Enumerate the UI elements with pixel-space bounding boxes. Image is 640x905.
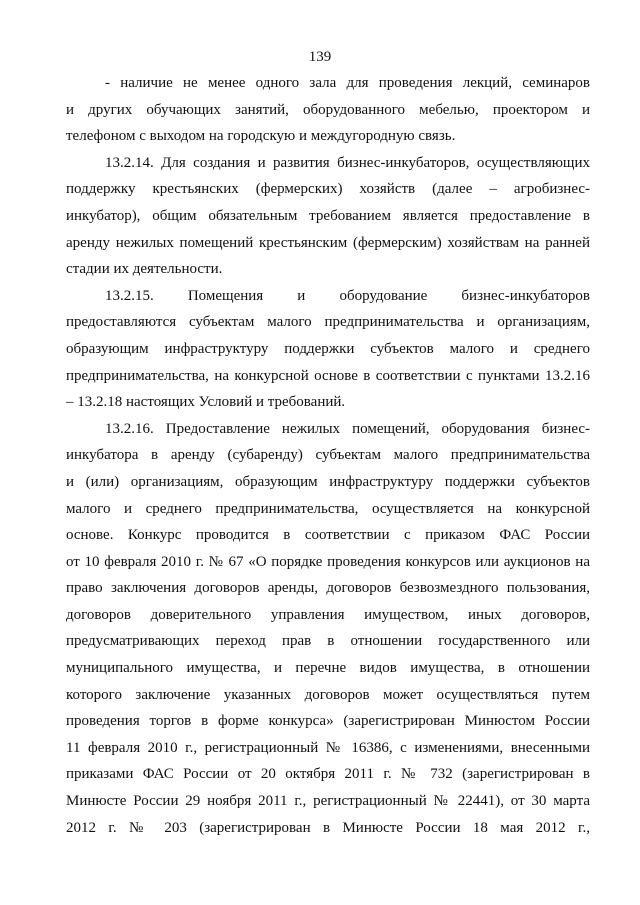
text-line: Минюсте России 29 ноября 2011 г., регистрационный № 22441), от 30 марта bbox=[66, 793, 590, 810]
document-body bbox=[66, 70, 590, 841]
text-line: приказами ФАС России от 20 октября 2011 г. № 732 (зарегистрирован в bbox=[66, 766, 590, 783]
paragraph-bullet-hall bbox=[66, 70, 590, 150]
text-line: стадии их деятельности. bbox=[66, 261, 223, 278]
paragraph-clause-13-2-16 bbox=[66, 416, 590, 842]
text-line: предпринимательства, на конкурсной основе в соответствии с пунктами 13.2.16 bbox=[66, 367, 590, 384]
text-line: 13.2.14. Для создания и развития бизнес-инкубаторов, осуществляющих bbox=[105, 154, 590, 171]
text-line: поддержку крестьянских (фермерских) хозяйств (далее – агробизнес- bbox=[66, 181, 590, 198]
text-line: инкубатора в аренду (субаренду) субъектам малого предпринимательства bbox=[66, 447, 590, 464]
text-line: которого заключение указанных договоров может осуществляться путем bbox=[66, 686, 590, 703]
text-line: и (или) организациям, образующим инфраструктуру поддержки субъектов bbox=[66, 473, 590, 490]
text-line: 13.2.16. Предоставление нежилых помещений, оборудования бизнес- bbox=[105, 420, 590, 437]
text-line: от 10 февраля 2010 г. № 67 «О порядке проведения конкурсов или аукционов на bbox=[66, 553, 590, 570]
text-line: предоставляются субъектам малого предпринимательства и организациям, bbox=[66, 314, 590, 331]
text-line: право заключения договоров аренды, договоров безвозмездного пользования, bbox=[66, 580, 590, 597]
text-line: муниципального имущества, и перечне видов имущества, в отношении bbox=[66, 660, 590, 677]
text-line: телефоном с выходом на городскую и междугородную связь. bbox=[66, 128, 456, 145]
text-line: образующим инфраструктуру поддержки субъектов малого и среднего bbox=[66, 340, 590, 357]
text-line: 13.2.15. Помещения и оборудование бизнес-инкубаторов bbox=[105, 287, 590, 304]
text-line: 11 февраля 2010 г., регистрационный № 16386, с изменениями, внесенными bbox=[66, 739, 590, 756]
paragraph-clause-13-2-15 bbox=[66, 283, 590, 416]
page-number: 139 bbox=[308, 49, 332, 65]
text-line: и других обучающих занятий, оборудованного мебелью, проектором и bbox=[66, 101, 590, 118]
text-line: аренду нежилых помещений крестьянским (фермерским) хозяйствам на ранней bbox=[66, 234, 590, 251]
text-line: договоров доверительного управления имуществом, иных договоров, bbox=[66, 606, 590, 623]
text-line: - наличие не менее одного зала для проведения лекций, семинаров bbox=[105, 75, 590, 91]
text-line: основе. Конкурс проводится в соответствии с приказом ФАС России bbox=[66, 527, 590, 544]
text-line: малого и среднего предпринимательства, осуществляется на конкурсной bbox=[66, 500, 590, 517]
text-line: 2012 г. № 203 (зарегистрирован в Минюсте России 18 мая 2012 г., bbox=[66, 819, 590, 836]
paragraph-clause-13-2-14 bbox=[66, 150, 590, 283]
text-line: предусматривающих переход прав в отношении государственного или bbox=[66, 633, 590, 650]
text-line: – 13.2.18 настоящих Условий и требований. bbox=[66, 394, 346, 411]
text-line: инкубатор), общим обязательным требованием является предоставление в bbox=[66, 207, 590, 224]
text-line: проведения торгов в форме конкурса» (зарегистрирован Минюстом России bbox=[66, 713, 590, 730]
